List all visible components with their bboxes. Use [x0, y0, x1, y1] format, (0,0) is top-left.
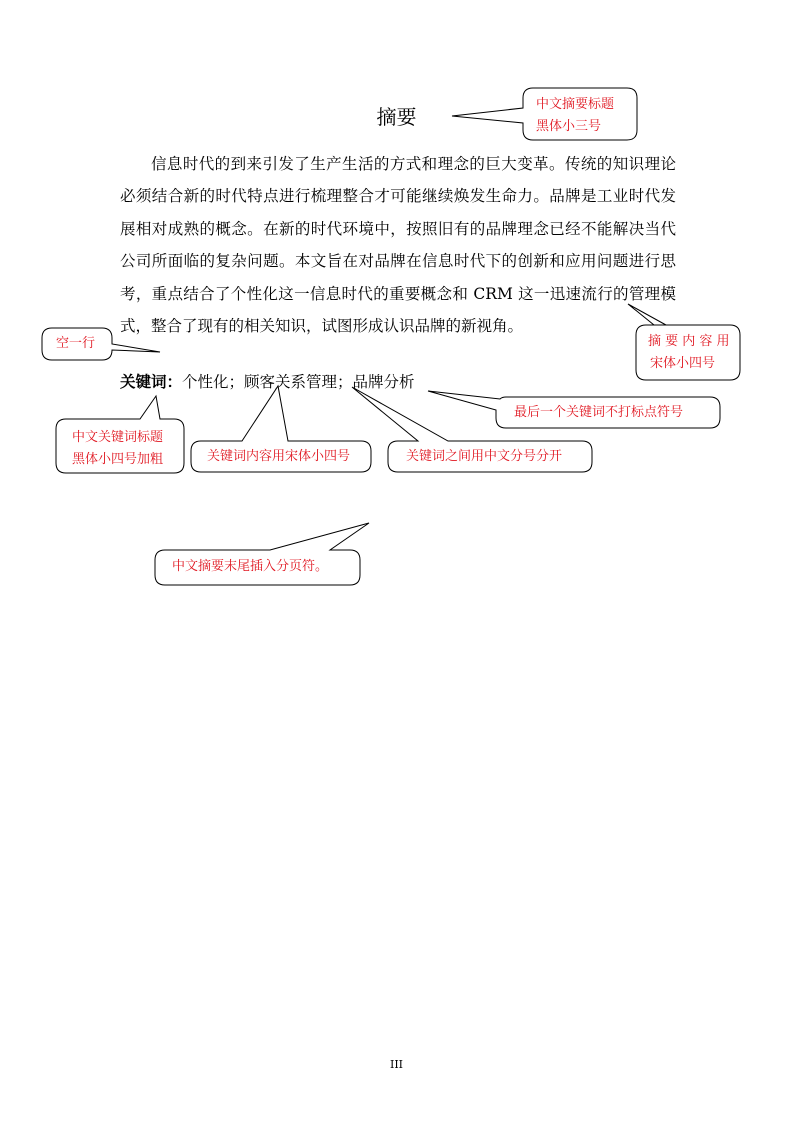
page-number: III: [389, 1058, 404, 1071]
note-content-format-line1: 摘 要 内 容 用: [648, 334, 730, 349]
abstract-body: 信息时代的到来引发了生产生活的方式和理念的巨大变革。传统的知识理论必须结合新的时代特点进行梳理整合才可能继续焕发生命力。品牌是工业时代发展相对成熟的概念。在新的时代环境中，按照旧有的品牌理念已经不能解决当代公司所面临的复杂问题。本文旨在对品牌在信息时代下的创新和应用问题进行思考，重点结合了个性化这一信息时代的重要概念和 CRM 这一迅速流行的管理模式，整合了现有的相关知识，试图形成认识品牌的新视角。: [120, 155, 676, 336]
keywords-content: 个性化；顾客关系管理；品牌分析: [182, 373, 415, 391]
note-kw-title-format-line1: 中文关键词标题: [72, 430, 164, 445]
note-page-break: 中文摘要末尾插入分页符。: [172, 559, 329, 574]
note-kw-title-format-line2: 黑体小四号加粗: [72, 452, 164, 467]
note-blank-line: 空一行: [56, 336, 96, 351]
note-kw-content-format: 关键词内容用宋体小四号: [207, 449, 351, 464]
keywords-label: 关键词：: [120, 373, 183, 391]
note-title-format-line1: 中文摘要标题: [536, 97, 615, 112]
note-kw-separator: 关键词之间用中文分号分开: [406, 449, 563, 464]
note-title-format-line2: 黑体小三号: [536, 119, 602, 134]
abstract-title: 摘要: [376, 105, 417, 129]
note-content-format-line2: 宋体小四号: [650, 356, 716, 371]
note-last-kw-no-punct: 最后一个关键词不打标点符号: [514, 405, 684, 420]
